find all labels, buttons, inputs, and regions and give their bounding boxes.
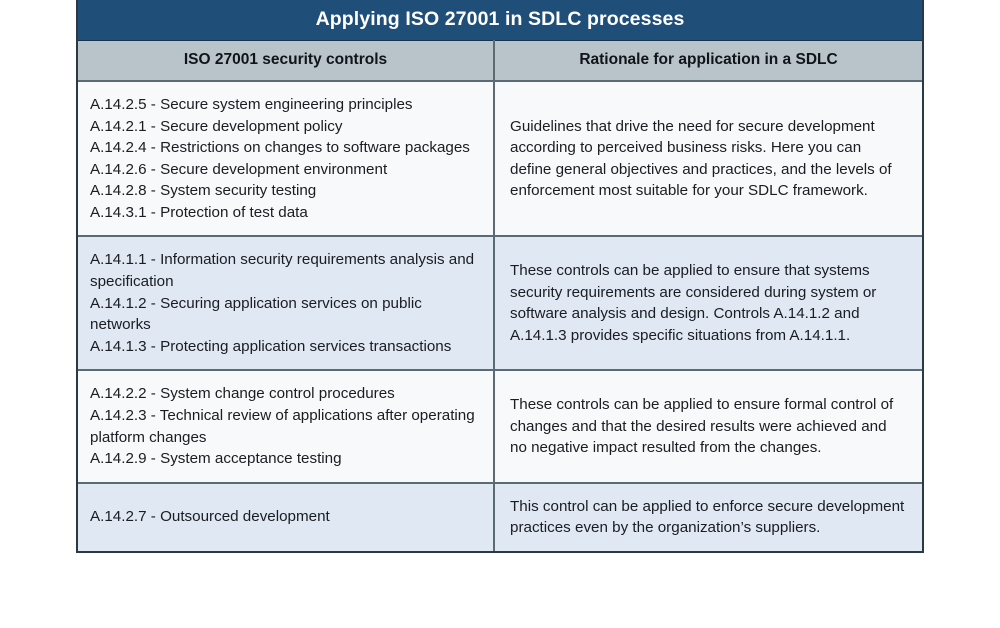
column-header-controls: ISO 27001 security controls <box>78 41 494 82</box>
controls-cell <box>78 81 494 236</box>
controls-cell <box>78 483 494 551</box>
column-header-row <box>78 41 922 82</box>
controls-cell <box>78 370 494 482</box>
controls-list <box>90 506 477 528</box>
rationale-cell <box>494 483 922 551</box>
control-item: A.14.2.6 - Secure development environment <box>90 160 388 178</box>
controls-list <box>90 383 477 469</box>
rationale-cell <box>494 236 922 370</box>
control-item: A.14.3.1 - Protection of test data <box>90 203 308 221</box>
control-item: A.14.2.5 - Secure system engineering principles <box>90 96 413 113</box>
control-item: A.14.1.3 - Protecting application services transactions <box>90 337 452 355</box>
rationale-text: These controls can be applied to ensure that systems security requirements are considered during system or software analysis and design. Controls A.14.1.2 and A.14.1.3 provides specific situations from A.14.1.1. <box>510 262 877 344</box>
control-item: A.14.2.3 - Technical review of applications after operating platform changes <box>90 406 475 446</box>
control-item: A.14.2.1 - Secure development policy <box>90 117 343 135</box>
rationale-text: Guidelines that drive the need for secure development according to perceived business risks. Here you can define general objectives and practices, and the levels of enforcement most suitable for your SDLC framework. <box>510 117 892 200</box>
rationale-text: These controls can be applied to ensure formal control of changes and that the desired results were achieved and no negative impact resulted from the changes. <box>510 396 894 457</box>
table-row <box>78 483 922 551</box>
control-item: A.14.2.4 - Restrictions on changes to software packages <box>90 139 470 157</box>
control-item: A.14.2.9 - System acceptance testing <box>90 450 342 468</box>
control-item: A.14.2.8 - System security testing <box>90 182 317 200</box>
column-header-rationale: Rationale for application in a SDLC <box>494 41 922 82</box>
rationale-cell <box>494 370 922 482</box>
controls-list <box>90 249 477 357</box>
rationale-cell <box>494 81 922 236</box>
controls-list <box>90 94 477 223</box>
control-item: A.14.2.2 - System change control procedures <box>90 385 395 403</box>
table-title: Applying ISO 27001 in SDLC processes <box>78 0 922 41</box>
table-row <box>78 370 922 482</box>
control-item: A.14.1.1 - Information security requirements analysis and specification <box>90 251 475 291</box>
table-body <box>78 81 922 551</box>
table-title-row <box>78 0 922 41</box>
control-item: A.14.2.7 - Outsourced development <box>90 508 330 526</box>
iso-sdlc-table-container <box>76 0 924 553</box>
rationale-text: This control can be applied to enforce secure development practices even by the organization’s suppliers. <box>510 497 905 537</box>
controls-cell <box>78 236 494 370</box>
table-row <box>78 81 922 236</box>
control-item: A.14.1.2 - Securing application services on public networks <box>90 294 422 334</box>
iso-sdlc-table <box>78 0 922 551</box>
table-header <box>78 0 922 81</box>
table-row <box>78 236 922 370</box>
